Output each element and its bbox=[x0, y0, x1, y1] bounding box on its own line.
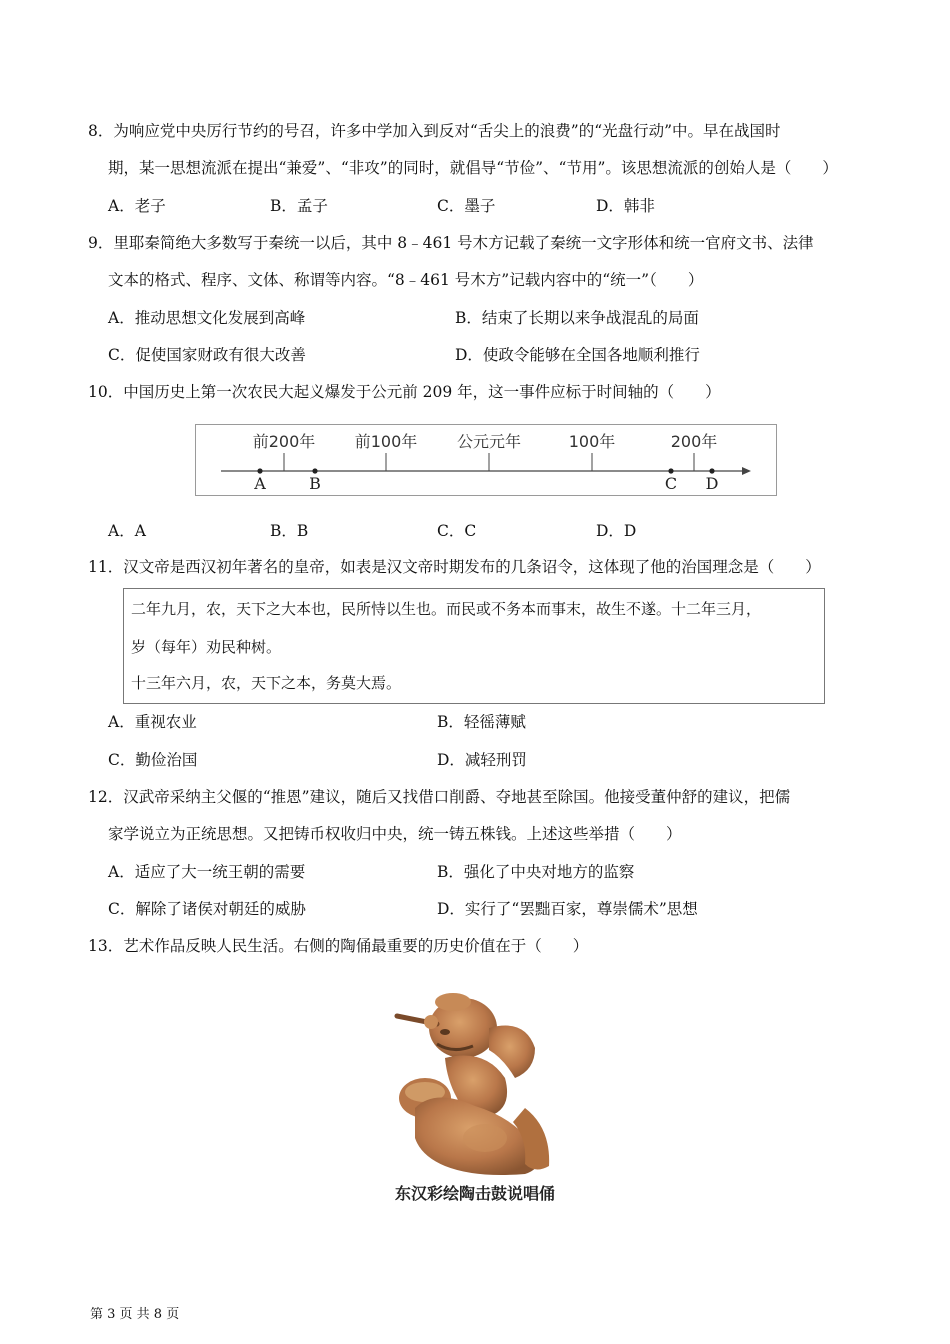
q10-option-b[interactable]: B．B bbox=[270, 522, 309, 540]
page-footer: 第 3 页 共 8 页 bbox=[90, 1307, 180, 1322]
point-d-label: D bbox=[705, 474, 719, 493]
q12-stem-line2: 家学说立为正统思想。又把铸币权收归中央，统一铸五株钱。上述这些举措（ ） bbox=[108, 825, 682, 843]
q9-option-c[interactable]: C．促使国家财政有很大改善 bbox=[108, 346, 306, 364]
q9-stem-line2: 文本的格式、程序、文体、称谓等内容。“8﹣461 号木方”记载内容中的“统一”（ ） bbox=[108, 271, 704, 289]
edict-line3: 十三年六月，农，天下之本，务莫大焉。 bbox=[131, 674, 402, 692]
tick-label-ad200: 200年 bbox=[670, 432, 718, 451]
q10-option-d[interactable]: D．D bbox=[596, 522, 637, 540]
q10-option-a[interactable]: A．A bbox=[108, 522, 146, 540]
q11-stem: 11．汉文帝是西汉初年著名的皇帝，如表是汉文帝时期发布的几条诏令，这体现了他的治国理念是（ ） bbox=[88, 558, 821, 576]
q8-stem-line2: 期，某一思想流派在提出“兼爱”、“非攻”的同时，就倡导“节俭”、“节用”。该思想流派的创始人是（ ） bbox=[108, 159, 838, 177]
q8-option-c[interactable]: C．墨子 bbox=[437, 197, 496, 215]
q10-option-c[interactable]: C．C bbox=[437, 522, 477, 540]
figurine-caption: 东汉彩绘陶击鼓说唱俑 bbox=[395, 1184, 556, 1203]
q9-stem-line1: 9．里耶秦简绝大多数写于秦统一以后，其中 8﹣461 号木方记载了秦统一文字形体和统一官府文书、法律 bbox=[88, 234, 814, 252]
q12-option-c[interactable]: C．解除了诸侯对朝廷的威胁 bbox=[108, 900, 306, 918]
point-c-dot bbox=[668, 468, 673, 473]
q9-option-a[interactable]: A．推动思想文化发展到高峰 bbox=[108, 309, 306, 327]
timeline-figure bbox=[195, 424, 777, 496]
q12-stem-line1: 12．汉武帝采纳主父偃的“推恩”建议，随后又找借口削爵、夺地甚至除国。他接受董仲舒的建议，把儒 bbox=[88, 788, 791, 806]
point-d-dot bbox=[709, 468, 714, 473]
point-a-label: A bbox=[254, 474, 266, 493]
q9-option-b[interactable]: B．结束了长期以来争战混乱的局面 bbox=[455, 309, 699, 327]
q11-option-a[interactable]: A．重视农业 bbox=[108, 713, 197, 731]
q8-option-a[interactable]: A．老子 bbox=[108, 197, 166, 215]
q12-option-a[interactable]: A．适应了大一统王朝的需要 bbox=[108, 863, 306, 881]
q11-option-b[interactable]: B．轻徭薄赋 bbox=[437, 713, 526, 731]
point-b-dot bbox=[312, 468, 317, 473]
q13-stem: 13．艺术作品反映人民生活。右侧的陶俑最重要的历史价值在于（ ） bbox=[88, 937, 589, 955]
edict-quote-box bbox=[123, 588, 825, 704]
edict-line1: 二年九月，农，天下之大本也，民所恃以生也。而民或不务本而事末，故生不遂。十二年三月， bbox=[131, 600, 762, 618]
q10-stem: 10．中国历史上第一次农民大起义爆发于公元前 209 年，这一事件应标于时间轴的（ ） bbox=[88, 383, 721, 401]
q11-option-c[interactable]: C．勤俭治国 bbox=[108, 751, 198, 769]
point-c-label: C bbox=[664, 474, 678, 493]
q12-option-b[interactable]: B．强化了中央对地方的监察 bbox=[437, 863, 635, 881]
timeline-arrowhead bbox=[742, 467, 751, 475]
tick-label-bc100: 前100年 bbox=[354, 432, 418, 451]
pottery-figurine-image bbox=[385, 988, 585, 1178]
edict-line2: 岁（每年）劝民种树。 bbox=[131, 638, 282, 656]
timeline-svg bbox=[196, 425, 776, 495]
q8-stem-line1: 8．为响应党中央厉行节约的号召，许多中学加入到反对“舌尖上的浪费”的“光盘行动”中。早在战国时 bbox=[88, 122, 781, 140]
q9-option-d[interactable]: D．使政令能够在全国各地顺利推行 bbox=[455, 346, 700, 364]
tick-label-ad100: 100年 bbox=[568, 432, 616, 451]
tick-label-ad1: 公元元年 bbox=[456, 432, 522, 451]
q11-option-d[interactable]: D．减轻刑罚 bbox=[437, 751, 527, 769]
point-b-label: B bbox=[309, 474, 321, 493]
q8-option-d[interactable]: D．韩非 bbox=[596, 197, 655, 215]
q12-option-d[interactable]: D．实行了“罢黜百家，尊崇儒术”思想 bbox=[437, 900, 698, 918]
q8-option-b[interactable]: B．孟子 bbox=[270, 197, 328, 215]
point-a-dot bbox=[257, 468, 262, 473]
tick-label-bc200: 前200年 bbox=[252, 432, 316, 451]
